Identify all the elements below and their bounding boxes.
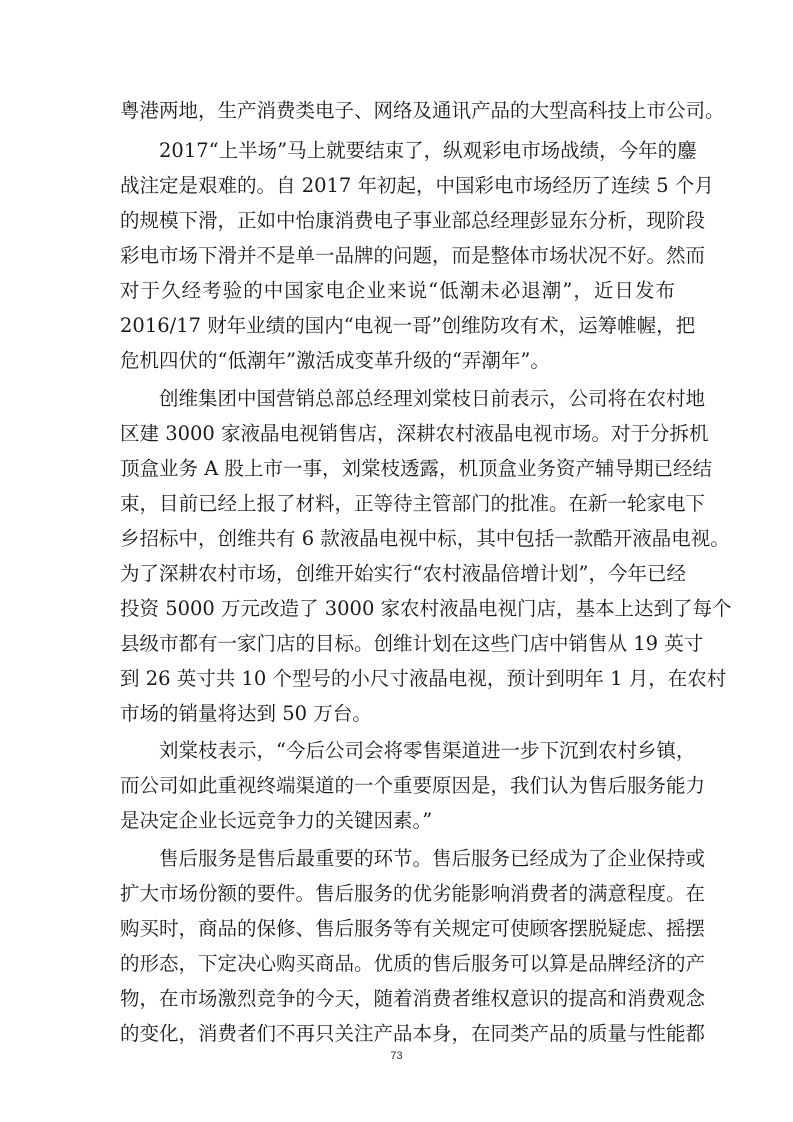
text-line: 危机四伏的“低潮年”激活成变革升级的“弄潮年”。 xyxy=(120,349,550,372)
text-line: 的变化，消费者们不再只关注产品本身，在同类产品的质量与性能都 xyxy=(120,1022,706,1045)
text-line: 扩大市场份额的要件。售后服务的优劣能影响消费者的满意程度。在 xyxy=(120,882,706,905)
text-line: 到 26 英寸共 10 个型号的小尺寸液晶电视，预计到明年 1 月，在农村 xyxy=(120,667,727,690)
text-line: 粤港两地，生产消费类电子、网络及通讯产品的大型高科技上市公司。 xyxy=(120,99,725,122)
text-line: 购买时，商品的保修、售后服务等有关规定可使顾客摆脱疑虑、摇摆 xyxy=(120,917,706,940)
text-line: 彩电市场下滑并不是单一品牌的问题，而是整体市场状况不好。然而 xyxy=(120,244,706,267)
text-line: 的形态，下定决心购买商品。优质的售后服务可以算是品牌经济的产 xyxy=(120,952,706,975)
text-line: 物，在市场激烈竞争的今天，随着消费者维权意识的提高和消费观念 xyxy=(120,987,706,1010)
text-line: 为了深耕农村市场，创维开始实行“农村液晶倍增计划”，今年已经 xyxy=(120,562,686,585)
text-line: 投资 5000 万元改造了 3000 家农村液晶电视门店，基本上达到了每个 xyxy=(120,597,732,620)
text-line: 刘棠枝表示，“今后公司会将零售渠道进一步下沉到农村乡镇， xyxy=(159,739,696,762)
text-line: 2017“上半场”马上就要结束了，纵观彩电市场战绩，今年的鏖 xyxy=(159,139,697,162)
text-line: 县级市都有一家门店的目标。创维计划在这些门店中销售从 19 英寸 xyxy=(120,632,704,655)
text-line: 顶盒业务 A 股上市一事，刘棠枝透露，机顶盒业务资产辅导期已经结 xyxy=(120,457,712,480)
text-line: 战注定是艰难的。自 2017 年初起，中国彩电市场经历了连续 5 个月 xyxy=(120,174,714,197)
text-line: 是决定企业长远竞争力的关键因素。” xyxy=(120,809,433,832)
text-line: 售后服务是售后最重要的环节。售后服务已经成为了企业保持或 xyxy=(159,847,706,870)
text-line: 而公司如此重视终端渠道的一个重要原因是，我们认为售后服务能力 xyxy=(120,774,706,797)
text-line: 市场的销量将达到 50 万台。 xyxy=(120,702,372,725)
text-line: 区建 3000 家液晶电视销售店，深耕农村液晶电视市场。对于分拆机 xyxy=(120,422,709,445)
text-line: 2016/17 财年业绩的国内“电视一哥”创维防攻有术，运筹帷幄，把 xyxy=(120,314,696,337)
text-line: 对于久经考验的中国家电企业来说“低潮未必退潮”，近日发布 xyxy=(120,279,675,302)
text-line: 的规模下滑，正如中怡康消费电子事业部总经理彭显东分析，现阶段 xyxy=(120,209,706,232)
text-line: 束，目前已经上报了材料，正等待主管部门的批准。在新一轮家电下 xyxy=(120,492,706,515)
text-line: 创维集团中国营销总部总经理刘棠枝日前表示，公司将在农村地 xyxy=(159,387,706,410)
text-line: 乡招标中，创维共有 6 款液晶电视中标，其中包括一款酷开液晶电视。 xyxy=(120,527,730,550)
page-number: 73 xyxy=(390,1050,403,1062)
